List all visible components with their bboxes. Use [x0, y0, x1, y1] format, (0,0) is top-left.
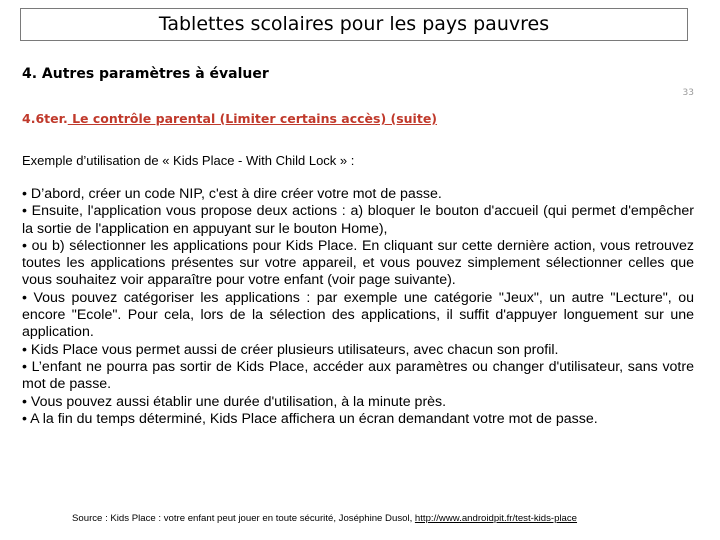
source-citation — [72, 513, 577, 524]
bullet-paragraph: • L’enfant ne pourra pas sortir de Kids Place, accéder aux paramètres ou changer d'utilisateur, sans votre mot de passe. — [22, 358, 694, 393]
source-link[interactable]: http://www.androidpit.fr/test-kids-place — [414, 513, 578, 524]
example-intro: Exemple d’utilisation de « Kids Place - With Child Lock » : — [22, 153, 355, 168]
subsection-heading — [22, 111, 437, 126]
section-heading: 4. Autres paramètres à évaluer — [22, 66, 269, 82]
body-text — [22, 186, 694, 428]
bullet-paragraph: • D’abord, créer un code NIP, c'est à dire créer votre mot de passe. — [22, 186, 442, 202]
bullet-paragraph: • Kids Place vous permet aussi de créer plusieurs utilisateurs, avec chacun son profil. — [22, 341, 559, 358]
subsection-number: 4.6ter. — [22, 111, 68, 126]
page-number: 33 — [682, 88, 694, 98]
bullet-paragraph: • ou b) sélectionner les applications pour Kids Place. En cliquant sur cette dernière action, vous retrouvez toutes les applications présentes sur votre appareil, et vous pouvez simplement sélectionner celles que vous souhaitez voir apparaître pour votre enfant (voir page suivante). — [22, 237, 694, 289]
bullet-paragraph: • Ensuite, l'application vous propose deux actions : a) bloquer le bouton d'accueil (qui permet d'empêcher la sortie de l'application en appuyant sur le bouton Home), — [22, 203, 694, 237]
source-text: Source : Kids Place : votre enfant peut jouer en toute sécurité, Joséphine Dusol, — [72, 513, 415, 524]
subsection-title: Le contrôle parental (Limiter certains accès) (suite) — [67, 111, 438, 126]
page-title: Tablettes scolaires pour les pays pauvres — [20, 8, 688, 41]
bullet-paragraph: • A la fin du temps déterminé, Kids Place affichera un écran demandant votre mot de passe. — [22, 410, 598, 427]
bullet-paragraph: • Vous pouvez aussi établir une durée d'utilisation, à la minute près. — [22, 393, 447, 410]
bullet-paragraph: • Vous pouvez catégoriser les applications : par exemple une catégorie "Jeux", un autre "Lecture", ou encore "Ecole". Pour cela, lors de la sélection des applications, il suffit d'appuyer longuement sur une application. — [22, 289, 694, 341]
